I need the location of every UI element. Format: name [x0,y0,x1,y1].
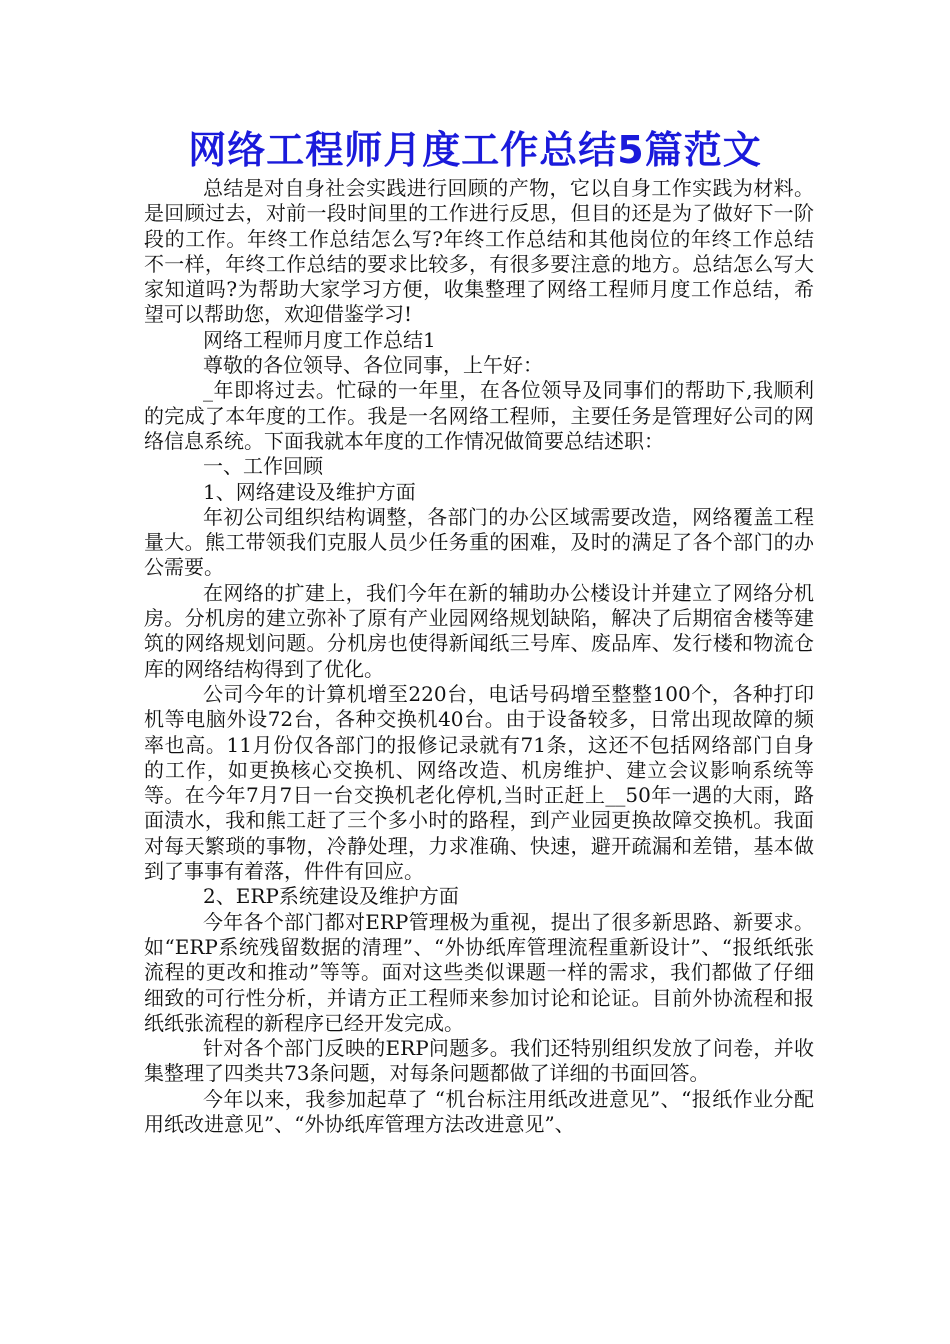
heading-work-review: 一、工作回顾 [203,454,323,479]
opening-paragraph: _年即将过去。忙碌的一年里，在各位领导及同事们的帮助下,我顺利的完成了本年度的工作。我是一名网络工程师，主要任务是管理好公司的网络信息系统。下面我就本年度的工作情况做简要总结述职： [144,378,814,453]
network-paragraph-3: 公司今年的计算机增至220台，电话号码增至整整100个，各种打印机等电脑外设72台，各种交换机40台。由于设备较多，日常出现故障的频率也高。11月份仅各部门的报修记录就有71条，这还不包括网络部门自身的工作，如更换核心交换机、网络改造、机房维护、建立会议影响系统等等。在今年7月7日一台交换机老化停机,当时正赶上__50年一遇的大雨，路面渍水，我和熊工赶了三个多小时的路程，到产业园更换故障交换机。我面对每天繁琐的事物，冷静处理，力求准确、快速，避开疏漏和差错，基本做到了事事有着落，件件有回应。 [144,681,814,884]
network-paragraph-2: 在网络的扩建上，我们今年在新的辅助办公楼设计并建立了网络分机房。分机房的建立弥补了原有产业园网络规划缺陷，解决了后期宿舍楼等建筑的网络规划问题。分机房也使得新闻纸三号库、废品库、发行楼和物流仓库的网络结构得到了优化。 [144,580,814,681]
section-title-1: 网络工程师月度工作总结1 [203,327,436,352]
document-body [144,176,814,1137]
subheading-network: 1、网络建设及维护方面 [203,479,416,504]
greeting-line: 尊敬的各位领导、各位同事，上午好： [203,353,543,378]
network-paragraph-1: 年初公司组织结构调整，各部门的办公区域需要改造，网络覆盖工程量大。熊工带领我们克服人员少任务重的困难，及时的满足了各个部门的办公需要。 [144,504,814,580]
intro-paragraph: 总结是对自身社会实践进行回顾的产物，它以自身工作实践为材料。是回顾过去，对前一段时间里的工作进行反思，但目的还是为了做好下一阶段的工作。年终工作总结怎么写?年终工作总结和其他岗位的年终工作总结不一样，年终工作总结的要求比较多，有很多要注意的地方。总结怎么写大家知道吗?为帮助大家学习方便，收集整理了网络工程师月度工作总结，希望可以帮助您，欢迎借鉴学习! [144,176,814,327]
erp-paragraph-3: 今年以来，我参加起草了 “机台标注用纸改进意见”、“报纸作业分配用纸改进意见”、“外协纸库管理方法改进意见”、 [144,1086,814,1136]
erp-paragraph-2: 针对各个部门反映的ERP问题多。我们还特别组织发放了问卷，并收集整理了四类共73条问题，对每条问题都做了详细的书面回答。 [144,1036,814,1086]
document-title: 网络工程师月度工作总结5篇范文 [188,128,762,172]
subheading-erp: 2、ERP系统建设及维护方面 [203,884,459,909]
erp-paragraph-1: 今年各个部门都对ERP管理极为重视，提出了很多新思路、新要求。如“ERP系统残留数据的清理”、“外协纸库管理流程重新设计”、“报纸纸张流程的更改和推动”等等。面对这些类似课题一样的需求，我们都做了仔细细致的可行性分析，并请方正工程师来参加讨论和论证。目前外协流程和报纸纸张流程的新程序已经开发完成。 [144,909,814,1035]
